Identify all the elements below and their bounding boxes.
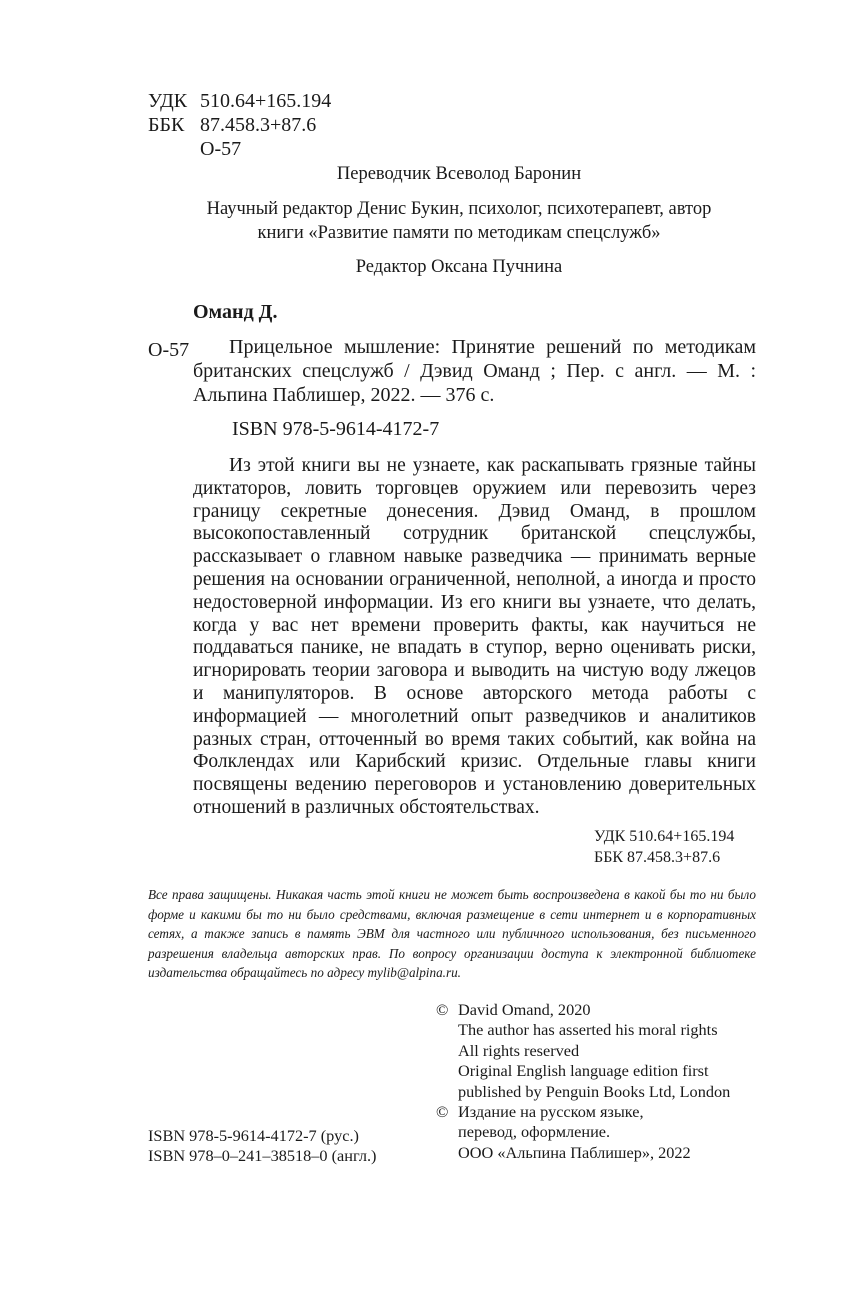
- copyright-line: Издание на русском языке,: [458, 1102, 644, 1122]
- author-heading: Оманд Д.: [193, 301, 278, 323]
- author-code-line: [148, 137, 331, 161]
- bibliographic-description: [193, 335, 756, 407]
- copyright-icon: ©: [436, 1000, 449, 1019]
- science-editor-credit-line1: Научный редактор Денис Букин, психолог, психотерапевт, автор: [206, 199, 712, 219]
- annotation-text: Из этой книги вы не узнаете, как раскапывать грязные тайны диктаторов, ловить торговцев оружием или перевозить через границу секретные донесения. Дэвид Оманд, в прошлом высокопоставленный сотрудник британской спецслужбы, рассказывает о главном навыке разведчика — принимать верные решения на основании ограниченной, неполной, а иногда и просто недостоверной информации. Из его книги вы узнаете, что делать, когда у вас нет времени проверить факты, как научиться не поддаваться панике, не впадать в ступор, верно оценивать риски, игнорировать теории заговора и выводить на чистую воду лжецов и манипуляторов. В основе авторского метода работы с информацией — многолетний опыт разведчиков и аналитиков разных стран, отточенный во время таких событий, как война на Фолклендах или Карибский кризис. Отдельные главы книги посвящены ведению переговоров и установлению доверительных отношений в различных обстоятельствах.: [193, 455, 756, 818]
- isbn-english: ISBN 978–0–241–38518–0 (англ.): [148, 1146, 377, 1166]
- bibliographic-text: Прицельное мышление: Принятие решений по методикам британских спецслужб / Дэвид Оманд ; Пер. с англ. — М. : Альпина Паблишер, 2022. — 376 с.: [193, 336, 756, 406]
- copyright-original: [436, 1000, 730, 1102]
- classification-header: [148, 89, 331, 161]
- bbk-label: ББК: [148, 114, 185, 136]
- isbn-list: [148, 1126, 376, 1167]
- copyright-line: The author has asserted his moral rights: [458, 1020, 718, 1040]
- copyright-line: ООО «Альпина Паблишер», 2022: [458, 1142, 691, 1162]
- author-code: О-57: [200, 138, 242, 160]
- translator-credit: Переводчик Всеволод Баронин: [336, 164, 582, 184]
- copyright-line: перевод, оформление.: [458, 1122, 611, 1142]
- bbk-footer: ББК 87.458.3+87.6: [594, 849, 721, 866]
- copyright-line: All rights reserved: [458, 1040, 580, 1060]
- science-editor-credit-line2: книги «Развитие памяти по методикам спецслужб»: [257, 223, 661, 243]
- copyright-icon: ©: [436, 1102, 449, 1122]
- copyright-line: David Omand, 2020: [458, 1000, 591, 1019]
- annotation: [193, 455, 756, 820]
- copyright-block: [436, 1000, 730, 1163]
- udk-value: 510.64+165.194: [200, 90, 332, 112]
- bbk-value: 87.458.3+87.6: [200, 114, 317, 136]
- copyright-russian: [436, 1102, 730, 1163]
- record-code: О-57: [148, 339, 190, 361]
- editor-credit: Редактор Оксана Пучнина: [355, 257, 563, 277]
- record-isbn: ISBN 978-5-9614-4172-7: [232, 418, 440, 440]
- copyright-line: published by Penguin Books Ltd, London: [458, 1081, 731, 1101]
- rights-notice: [148, 885, 756, 983]
- udk-footer: УДК 510.64+165.194: [594, 828, 735, 845]
- isbn-russian: ISBN 978-5-9614-4172-7 (рус.): [148, 1126, 359, 1145]
- bbk-line: [148, 113, 331, 137]
- rights-notice-text: Все права защищены. Никакая часть этой книги не может быть воспроизведена в какой бы то ни было форме и какими бы то ни было средствами, включая размещение в сети интернет и в корпоративных сетях, а также запись в память ЭВМ для частного или публичного использования, без письменного разрешения владельца авторских прав. По вопросу организации доступа к электронной библиотеке издательства обращайтесь по адресу mylib@alpina.ru.: [148, 887, 756, 980]
- udk-line: [148, 89, 331, 113]
- copyright-line: Original English language edition first: [458, 1061, 709, 1081]
- classification-footer: [594, 826, 734, 868]
- udk-label: УДК: [148, 90, 188, 112]
